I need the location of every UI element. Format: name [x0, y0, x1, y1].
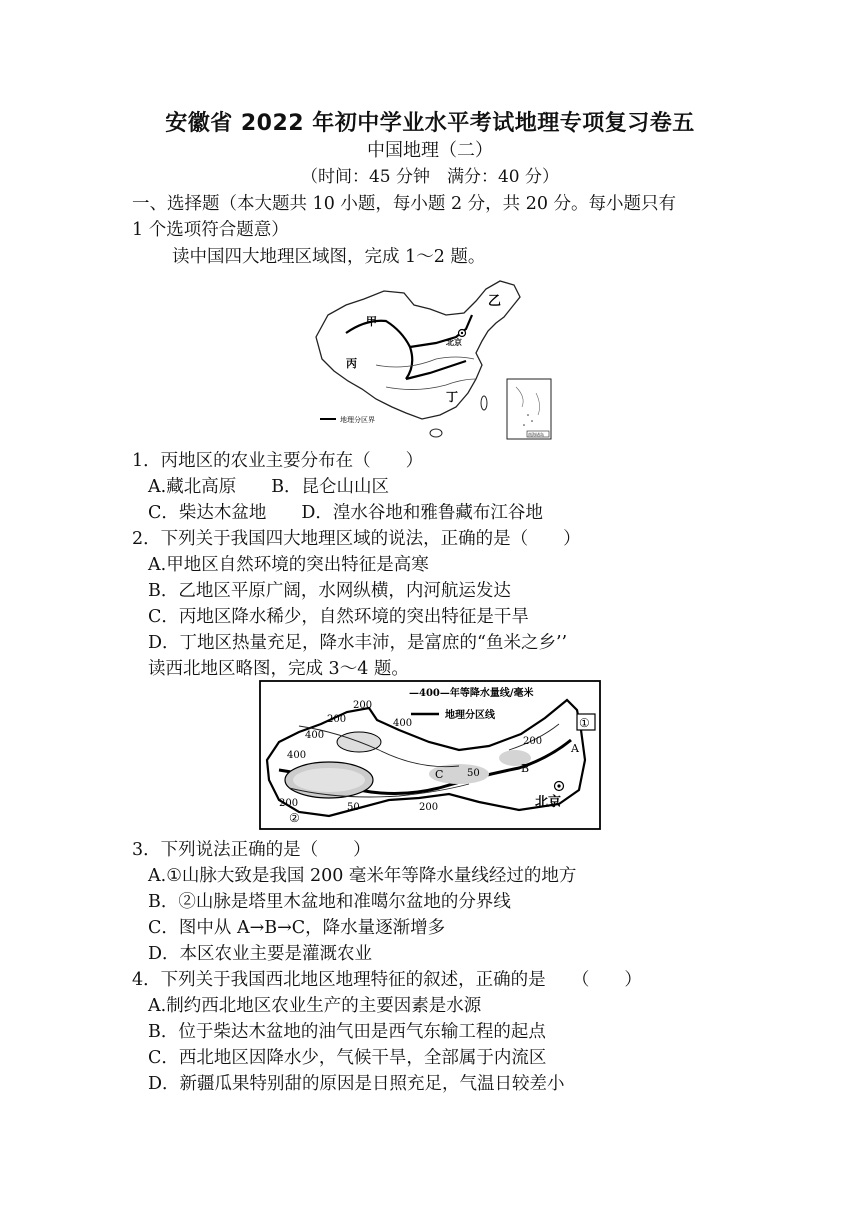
- contour-400-b: 400: [305, 730, 325, 741]
- q2-option-c: C．丙地区降水稀少，自然环境的突出特征是干旱: [148, 607, 529, 627]
- point-a: A: [571, 742, 579, 755]
- label-ding: 丁: [446, 390, 459, 404]
- inset-label: 南海诸岛: [528, 432, 544, 437]
- label-beijing: 北京: [446, 337, 462, 347]
- page-subtitle: 中国地理（二）: [367, 140, 493, 161]
- northwest-china-map: [259, 680, 601, 830]
- contour-200-d: 200: [279, 798, 299, 809]
- legend-region-border: 地理分区界: [340, 416, 375, 424]
- legend-region-line: 地理分区线: [445, 710, 495, 721]
- point-c: C: [435, 768, 444, 781]
- q2-stem: 2．下列关于我国四大地理区域的说法，正确的是（ ）: [132, 529, 581, 549]
- q1-options-ab: A.藏北高原 B．昆仑山山区: [148, 477, 390, 497]
- q2-option-b: B．乙地区平原广阔，水网纵横，内河航运发达: [148, 581, 511, 601]
- q4-option-a: A.制约西北地区农业生产的主要因素是水源: [148, 996, 482, 1016]
- q2-option-a: A.甲地区自然环境的突出特征是高寒: [148, 555, 429, 575]
- q4-stem: 4．下列关于我国西北地区地理特征的叙述，正确的是 （ ）: [132, 970, 642, 990]
- label-bing: 丙: [346, 357, 357, 370]
- label-mountain-2: ②: [289, 811, 300, 825]
- label-yi: 乙: [488, 294, 502, 309]
- q3-option-c: C．图中从 A→B→C，降水量逐渐增多: [148, 918, 446, 938]
- contour-200-e: 200: [419, 802, 439, 813]
- intro-map1: 读中国四大地理区域图，完成 1～2 题。: [172, 247, 486, 267]
- q4-option-b: B．位于柴达木盆地的油气田是西气东输工程的起点: [148, 1022, 546, 1042]
- contour-50-b: 50: [347, 802, 360, 813]
- contour-200-b: 200: [353, 700, 373, 711]
- time-info: （时间：45 分钟 满分：40 分）: [300, 167, 560, 187]
- label-jia: 甲: [366, 315, 377, 328]
- q4-option-c: C．西北地区因降水少，气候干旱，全部属于内流区: [148, 1048, 547, 1068]
- intro-map2: 读西北地区略图，完成 3～4 题。: [148, 659, 409, 679]
- q3-stem: 3．下列说法正确的是（ ）: [132, 840, 371, 860]
- q3-option-b: B．②山脉是塔里木盆地和准噶尔盆地的分界线: [148, 892, 511, 912]
- contour-200-a: 200: [327, 714, 347, 725]
- q1-options-cd: C．柴达木盆地 D．湟水谷地和雅鲁藏布江谷地: [148, 503, 543, 523]
- contour-50-a: 50: [467, 768, 480, 779]
- q4-option-d: D．新疆瓜果特别甜的原因是日照充足，气温日较差小: [148, 1074, 565, 1094]
- page-title: 安徽省 2022 年初中学业水平考试地理专项复习卷五: [165, 111, 695, 136]
- q3-option-d: D．本区农业主要是灌溉农业: [148, 944, 373, 964]
- china-regions-map: [306, 275, 556, 443]
- point-b: B: [521, 762, 530, 775]
- q2-option-d: D．丁地区热量充足，降水丰沛，是富庶的“鱼米之乡’’: [148, 633, 568, 653]
- label-beijing-nw: 北京: [535, 795, 562, 810]
- contour-400-a: 400: [393, 718, 413, 729]
- label-mountain-1: ①: [579, 716, 590, 730]
- q1-stem: 1．丙地区的农业主要分布在（ ）: [132, 451, 424, 471]
- legend-isohyet: —400—年等降水量线/毫米: [409, 688, 534, 699]
- section-heading-line1: 一、选择题（本大题共 10 小题，每小题 2 分，共 20 分。每小题只有: [132, 194, 677, 214]
- contour-400-c: 400: [287, 750, 307, 761]
- section-heading-line2: 1 个选项符合题意）: [132, 220, 289, 240]
- q3-option-a: A.①山脉大致是我国 200 毫米年等降水量线经过的地方: [148, 866, 577, 886]
- contour-200-c: 200: [523, 736, 543, 747]
